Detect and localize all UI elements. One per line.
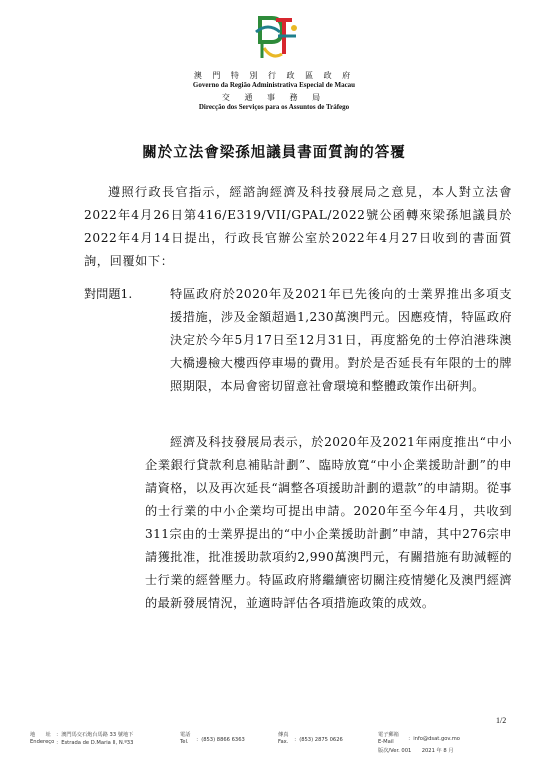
footer-email-label-zh: 電子郵箱 xyxy=(378,732,399,738)
government-name-chinese: 澳 門 特 別 行 政 區 政 府 xyxy=(193,71,355,80)
department-name-portuguese: Direcção dos Serviços para os Assuntos de Tráfego xyxy=(198,103,350,111)
footer-address-label-pt: Endereço xyxy=(30,739,55,745)
intro-paragraph: 遵照行政長官指示，經諮詢經濟及科技發展局之意見，本人對立法會2022年4月26日第416/E319/VII/GPAL/2022號公函轉來梁孫旭議員於2022年4月14日提出，行政長官辦公室於2022年4月27日收到的書面質詢，回覆如下： xyxy=(84,185,512,268)
footer xyxy=(30,731,510,759)
page-number: 1/2 xyxy=(496,716,507,725)
document-title: 關於立法會梁孫旭議員書面質詢的答覆 xyxy=(142,144,406,161)
footer-address-zh: ：澳門馬交石炮台馬路 33 號地下 xyxy=(56,732,134,738)
footer-version: 版次/Ver. 001 2021 年 8 月 xyxy=(378,748,454,754)
footer-fax-label-zh: 傳真 xyxy=(278,732,289,738)
department-name-chinese: 交 通 事 務 局 xyxy=(221,93,327,102)
footer-tel-label-zh: 電話 xyxy=(180,732,191,738)
question-1-label: 對問題1. xyxy=(84,287,133,301)
answer-1-paragraph-1: 特區政府於2020年及2021年已先後向的士業界推出多項支援措施，涉及金額超過1,230萬澳門元。因應疫情，特區政府決定於今年5月17日至12月31日，再度豁免的士停泊港珠澳大橋邊檢大樓西停車場的費用。對於是否延長有年限的士的牌照期限，本局會密切留意社會環境和整體政策作出研判。 xyxy=(170,287,512,393)
government-name-portuguese: Governo da Região Administrativa Especial de Macau xyxy=(192,81,356,89)
footer-fax-label-pt: Fax. xyxy=(278,739,289,745)
footer-email-label-pt: E-Mail xyxy=(378,739,394,745)
footer-tel-label-pt: Tel. xyxy=(180,739,189,745)
footer-email: ：info@dsat.gov.mo xyxy=(408,736,460,742)
footer-address-label-zh: 地 址 xyxy=(30,732,51,738)
footer-address-pt: ：Estrada de D.Maria II, N.º33 xyxy=(56,740,134,746)
footer-fax: ：(853) 2875 0626 xyxy=(294,737,343,743)
footer-tel: ：(853) 8866 6363 xyxy=(196,737,245,743)
answer-1-paragraph-2: 經濟及科技發展局表示，於2020年及2021年兩度推出“中小企業銀行貸款利息補貼計劃”、臨時放寬“中小企業援助計劃”的申請資格，以及再次延長“調整各項援助計劃的還款”的申請期。從事的士行業的中小企業均可提出申請。2020年至今年4月，共收到311宗由的士業界提出的“中小企業援助計劃”申請，其中276宗申請獲批准，批准援助款項約2,990萬澳門元，有關措施有助減輕的士行業的經營壓力。特區政府將繼續密切關注疫情變化及澳門經濟的最新發展情況，並適時評估各項措施政策的成效。 xyxy=(145,435,512,610)
dsat-logo-icon xyxy=(252,14,302,64)
